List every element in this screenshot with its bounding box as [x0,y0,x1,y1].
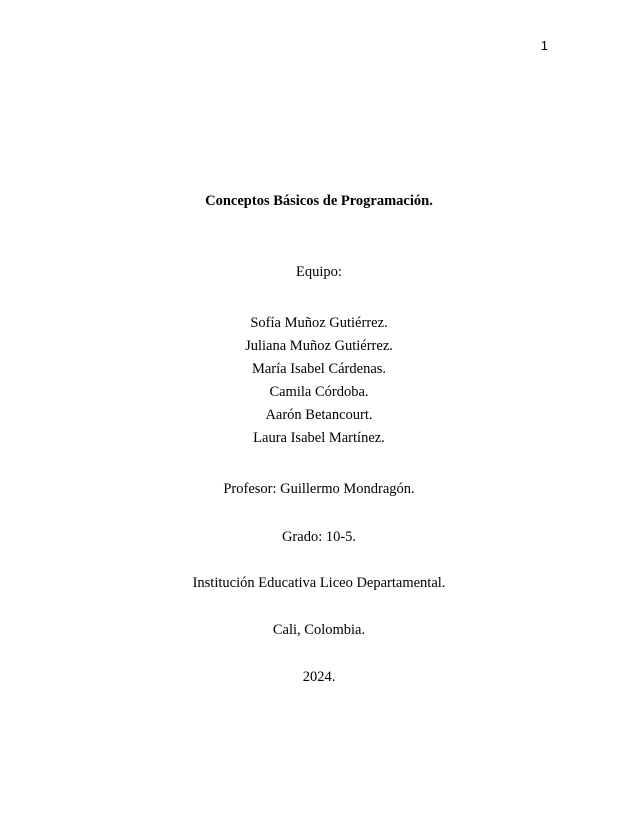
team-member: Aarón Betancourt. [265,407,373,423]
team-member: Laura Isabel Martínez. [253,430,385,446]
document-title: Conceptos Básicos de Programación. [205,193,433,209]
location-line: Cali, Colombia. [272,622,366,638]
team-member: Sofía Muñoz Gutiérrez. [250,315,388,331]
grade-line: Grado: 10-5. [281,529,357,545]
team-member: Juliana Muñoz Gutiérrez. [245,338,393,354]
page-number: 1 [540,38,548,53]
team-label: Equipo: [296,264,342,280]
year-line: 2024. [302,669,336,685]
institution-line: Institución Educativa Liceo Departamental. [192,575,446,591]
team-member: Camila Córdoba. [269,384,369,400]
teacher-line: Profesor: Guillermo Mondragón. [223,481,415,497]
team-member: María Isabel Cárdenas. [251,361,387,377]
